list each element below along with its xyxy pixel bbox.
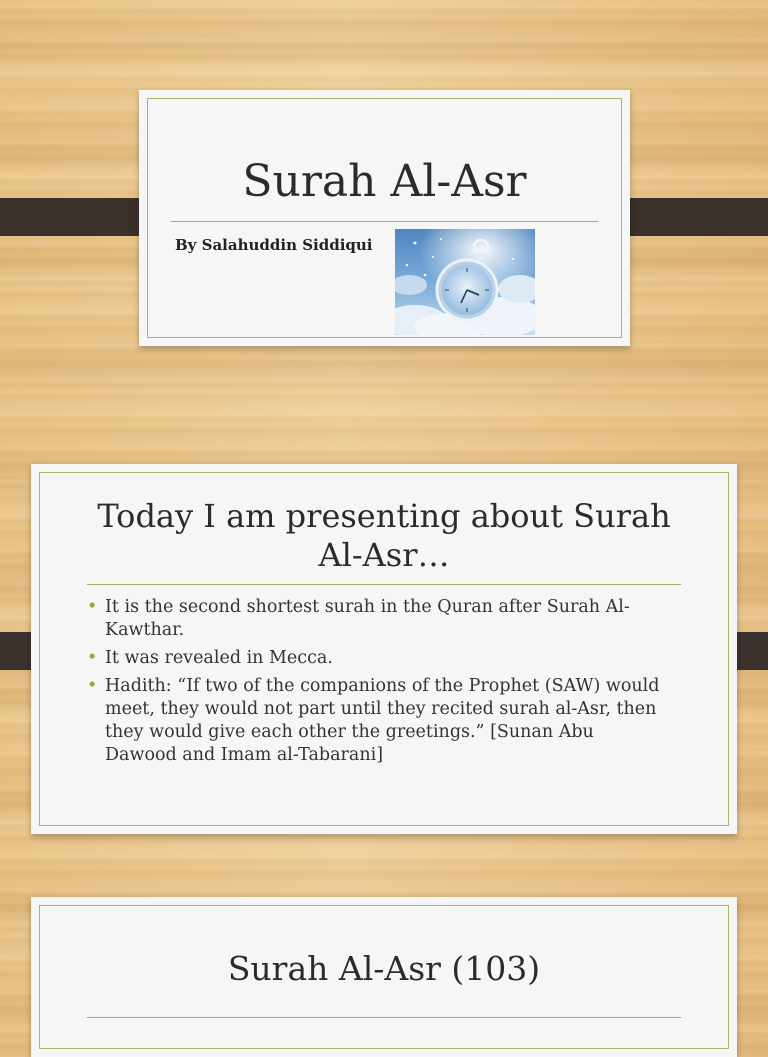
- slide-tab-right: [613, 198, 768, 236]
- slide-border: [147, 98, 622, 338]
- intro-slide[interactable]: [31, 464, 737, 834]
- bullet-item: • Hadith: “If two of the companions of the Prophet (SAW) would meet, they would not part until they recited surah al-Asr, then they would give each other the greetings.” [Sunan Abu Dawood and Imam al-Tabarani]: [87, 675, 667, 767]
- title-divider: [171, 221, 598, 222]
- title-slide[interactable]: [139, 90, 630, 346]
- slide-title: Surah Al-Asr (103): [227, 949, 541, 988]
- slide-tab-left: [0, 198, 156, 236]
- title-divider: [87, 1017, 681, 1018]
- bullet-item: • It is the second shortest surah in the Quran after Surah Al-Kawthar.: [87, 596, 667, 642]
- bullet-list: [87, 596, 667, 772]
- slide-title: Surah Al-Asr: [242, 156, 527, 207]
- clock-in-clouds-picture: [395, 229, 535, 335]
- author-byline: By Salahuddin Siddiqui: [175, 236, 373, 254]
- bullet-item: • It was revealed in Mecca.: [87, 647, 667, 670]
- surah-slide[interactable]: [31, 897, 737, 1057]
- slide-title: Today I am presenting about Surah Al-Asr…: [97, 497, 671, 574]
- title-divider: [87, 584, 681, 585]
